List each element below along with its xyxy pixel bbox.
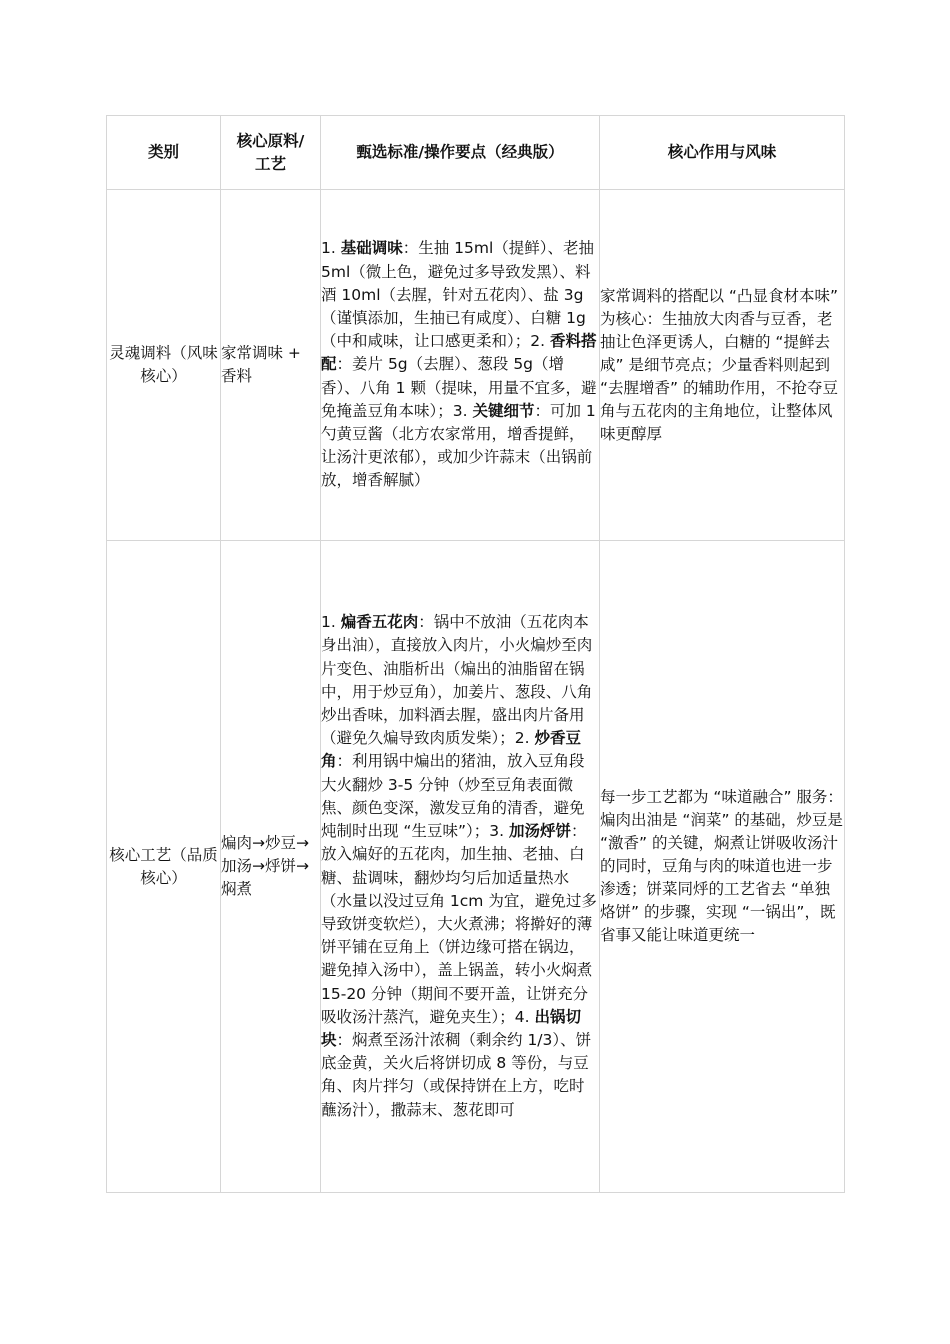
category-cell: 核心工艺（品质核心） — [107, 541, 221, 1193]
step-title: 炒香豆角 — [321, 729, 581, 771]
step-title: 香料搭配 — [321, 332, 597, 374]
material-cell: 煸肉→炒豆→加汤→烀饼→焖煮 — [221, 541, 321, 1193]
step-text: ：姜片 5g（去腥）、葱段 5g（增香）、八角 1 颗（提味，用量不宜多，避免掩盖豆角本味）；3. — [321, 355, 597, 420]
header-details: 甄选标准/操作要点（经典版） — [321, 116, 600, 190]
step-text: 1. — [321, 613, 341, 632]
header-role: 核心作用与风味 — [600, 116, 845, 190]
step-text: ：可加 1 勺黄豆酱（北方农家常用，增香提鲜，让汤汁更浓郁），或加少许蒜末（出锅前放，增香解腻） — [321, 401, 596, 490]
step-title: 关键细节 — [472, 401, 535, 420]
table-row — [107, 541, 845, 1193]
category-cell: 灵魂调料（风味核心） — [107, 190, 221, 541]
material-cell: 家常调味 + 香料 — [221, 190, 321, 541]
header-row — [107, 116, 845, 190]
table-row — [107, 190, 845, 541]
role-cell: 每一步工艺都为 “味道融合” 服务：煸肉出油是 “润菜” 的基础，炒豆是 “激香” 的关键，焖煮让饼吸收汤汁的同时，豆角与肉的味道也进一步渗透；饼菜同烀的工艺省去 “单独烙饼” 的步骤，实现 “一锅出”，既省事又能让味道更统一 — [600, 541, 845, 1193]
details-cell — [321, 541, 600, 1193]
details-cell — [321, 190, 600, 541]
header-material: 核心原料/工艺 — [221, 116, 321, 190]
header-category: 类别 — [107, 116, 221, 190]
step-text: ：焖煮至汤汁浓稠（剩余约 1/3）、饼底金黄，关火后将饼切成 8 等份，与豆角、肉片拌匀（或保持饼在上方，吃时蘸汤汁），撒蒜末、葱花即可 — [321, 1030, 592, 1119]
step-text: ：放入煸好的五花肉，加生抽、老抽、白糖、盐调味，翻炒均匀后加适量热水（水量以没过豆角 1cm 为宜，避免过多导致饼变软烂），大火煮沸；将擀好的薄饼平铺在豆角上（饼边缘可搭在锅边，避免掉入汤中），盖上锅盖，转小火焖煮 15-20 分钟（期间不要开盖，让饼充分吸收汤汁蒸汽，避免夹生）；4. — [321, 822, 597, 1026]
step-text: ：利用锅中煸出的猪油，放入豆角段大火翻炒 3-5 分钟（炒至豆角表面微焦、颜色变深，激发豆角的清香，避免炖制时出现 “生豆味”）；3. — [321, 752, 585, 841]
step-title: 加汤烀饼 — [508, 822, 571, 841]
role-cell: 家常调料的搭配以 “凸显食材本味” 为核心：生抽放大肉香与豆香，老抽让色泽更诱人，白糖的 “提鲜去咸” 是细节亮点；少量香料则起到 “去腥增香” 的辅助作用，不抢夺豆角与五花肉的主角地位，让整体风味更醇厚 — [600, 190, 845, 541]
step-title: 基础调味 — [340, 239, 403, 258]
step-text: ：生抽 15ml（提鲜）、老抽 5ml（微上色，避免过多导致发黑）、料酒 10ml（去腥，针对五花肉）、盐 3g（谨慎添加，生抽已有咸度）、白糖 1g（中和咸味，让口感更柔和）；2. — [321, 239, 595, 351]
recipe-table — [106, 115, 845, 1193]
step-text: ：锅中不放油（五花肉本身出油），直接放入肉片，小火煸炒至肉片变色、油脂析出（煸出的油脂留在锅中，用于炒豆角），加姜片、葱段、八角炒出香味，加料酒去腥，盛出肉片备用（避免久煸导致肉质发柴）；2. — [321, 613, 593, 748]
step-title: 煸香五花肉 — [340, 613, 419, 632]
step-text: 1. — [321, 239, 341, 258]
step-title: 出锅切块 — [321, 1007, 581, 1049]
